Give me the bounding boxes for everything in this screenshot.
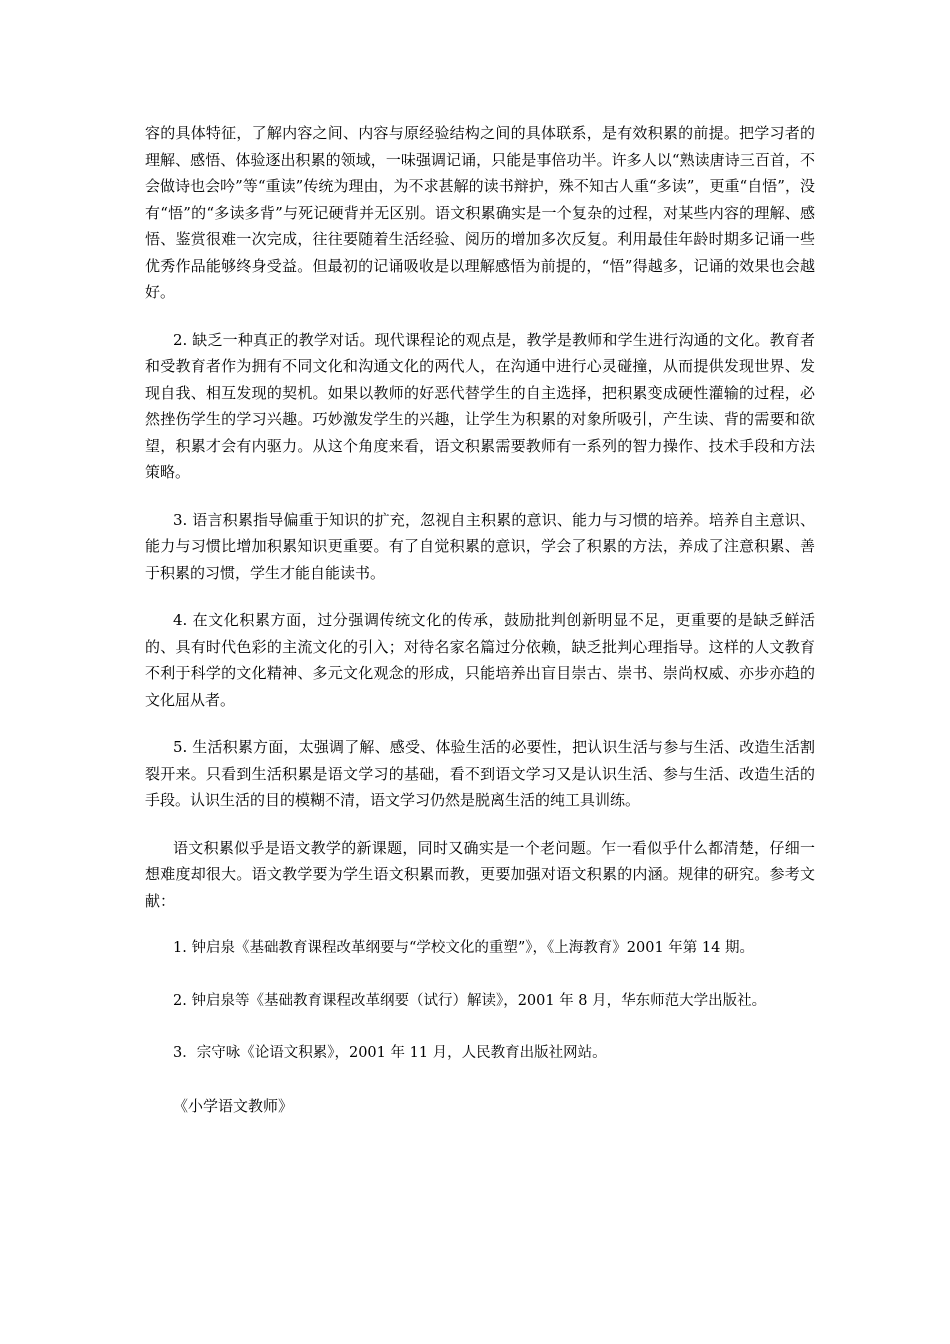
paragraph-point-3: 3. 语言积累指导偏重于知识的扩充，忽视自主积累的意识、能力与习惯的培养。培养自主意识、能力与习惯比增加积累知识更重要。有了自觉积累的意识，学会了积累的方法，养成了注意积累、善于积累的习惯，学生才能自能读书。 bbox=[145, 510, 815, 582]
document-body bbox=[145, 120, 815, 1119]
paragraph-conclusion: 语文积累似乎是语文教学的新课题，同时又确实是一个老问题。乍一看似乎什么都清楚，仔细一想难度却很大。语文教学要为学生语文积累而教，更要加强对语文积累的内涵。规律的研究。参考文献： bbox=[145, 838, 815, 910]
reference-item-2: 2. 钟启泉等《基础教育课程改革纲要（试行）解读》，2001 年 8 月，华东师范大学出版社。 bbox=[173, 992, 767, 1009]
source-note: 《小学语文教师》 bbox=[173, 1096, 294, 1115]
paragraph-point-5: 5. 生活积累方面，太强调了解、感受、体验生活的必要性，把认识生活与参与生活、改造生活割裂开来。只看到生活积累是语文学习的基础，看不到语文学习又是认识生活、参与生活、改造生活的手段。认识生活的目的模糊不清，语文学习仍然是脱离生活的纯工具训练。 bbox=[145, 738, 815, 809]
paragraph-continuation: 容的具体特征，了解内容之间、内容与原经验结构之间的具体联系，是有效积累的前提。把学习者的理解、感悟、体验逐出积累的领域，一味强调记诵，只能是事倍功半。许多人以“熟读唐诗三百首，不会做诗也会吟”等“重读”传统为理由，为不求甚解的读书辩护，殊不知古人重“多读”，更重“自悟”，没有“悟”的“多读多背”与死记硬背并无区别。语文积累确实是一个复杂的过程，对某些内容的理解、感悟、鉴赏很难一次完成，往往要随着生活经验、阅历的增加多次反复。利用最佳年龄时期多记诵一些优秀作品能够终身受益。但最初的记诵吸收是以理解感悟为前提的，“悟”得越多，记诵的效果也会越好。 bbox=[145, 124, 815, 301]
paragraph-point-4: 4. 在文化积累方面，过分强调传统文化的传承，鼓励批判创新明显不足，更重要的是缺乏鲜活的、具有时代色彩的主流文化的引入；对待名家名篇过分依赖，缺乏批判心理指导。这样的人文教育不利于科学的文化精神、多元文化观念的形成，只能培养出盲目崇古、崇书、崇尚权威、亦步亦趋的文化屈从者。 bbox=[145, 611, 815, 709]
reference-item-3: 3．宗守咏《论语文积累》，2001 年 11 月，人民教育出版社网站。 bbox=[173, 1045, 607, 1061]
paragraph-point-2: 2. 缺乏一种真正的教学对话。现代课程论的观点是，教学是教师和学生进行沟通的文化。教育者和受教育者作为拥有不同文化和沟通文化的两代人，在沟通中进行心灵碰撞，从而提供发现世界、发现自我、相互发现的契机。如果以教师的好恶代替学生的自主选择，把积累变成硬性灌输的过程，必然挫伤学生的学习兴趣。巧妙激发学生的兴趣，让学生为积累的对象所吸引，产生读、背的需要和欲望，积累才会有内驱力。从这个角度来看，语文积累需要教师有一系列的智力操作、技术手段和方法策略。 bbox=[145, 330, 815, 481]
references-list bbox=[145, 935, 815, 1067]
reference-item-1: 1. 钟启泉《基础教育课程改革纲要与“学校文化的重塑”》，《上海教育》2001 年第 14 期。 bbox=[173, 940, 754, 956]
